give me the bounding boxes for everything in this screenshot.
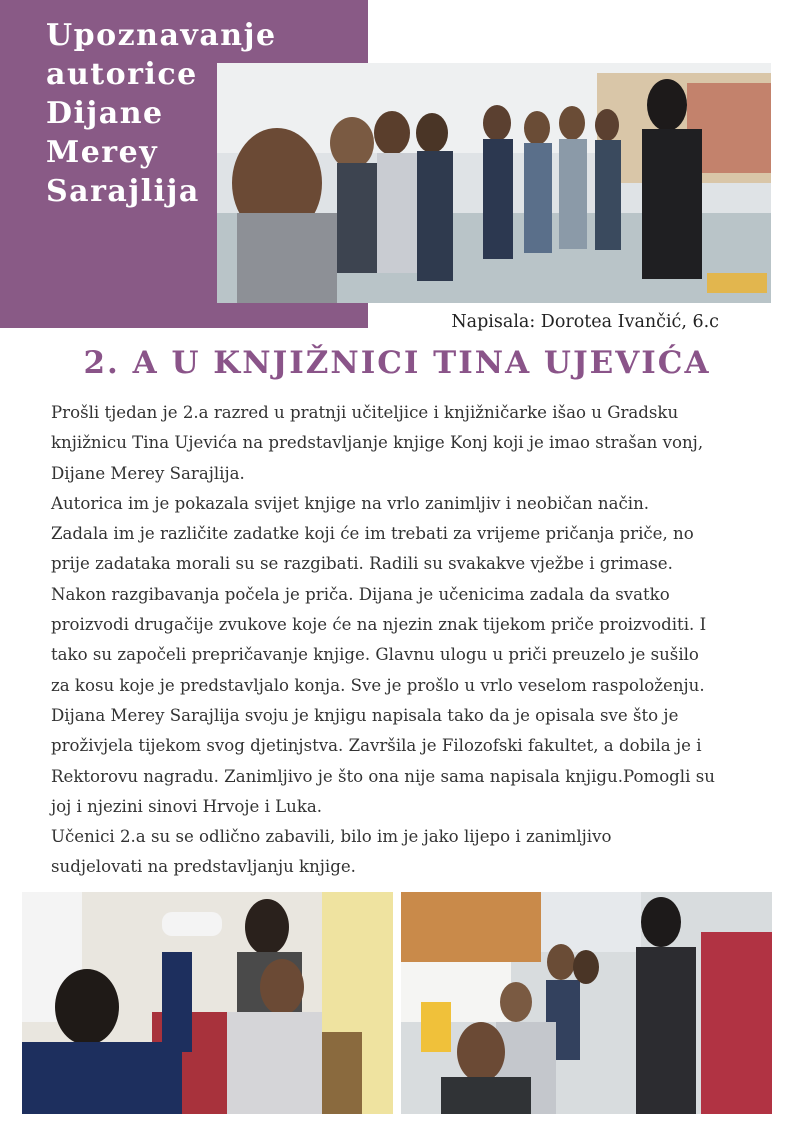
article-body [51,398,751,883]
body-line: proživjela tijekom svog djetinjstva. Završila je Filozofski fakultet, a dobila je i [51,736,702,756]
bottom-right-photo [401,892,772,1114]
title-line: Dijane [46,96,164,131]
body-line: Dijana Merey Sarajlija svoju je knjigu napisala tako da je opisala sve što je [51,705,679,725]
title-line: Upoznavanje [46,18,277,53]
body-line: Dijane Merey Sarajlija. [51,463,245,483]
body-line: Prošli tjedan je 2.a razred u pratnji učiteljice i knjižničarke išao u Gradsku [51,403,679,422]
body-line: za kosu koje je predstavljalo konja. Sve je prošlo u vrlo veselom raspoloženju. [51,675,705,695]
body-line: Nakon razgibavanja počela je priča. Dijana je učenicima zadala da svatko [51,584,670,604]
title-line: Sarajlija [46,174,200,209]
body-line: Rektorovu nagradu. Zanimljivo je što ona nije sama napisala knjigu.Pomogli su [51,766,715,786]
body-line: Učenici 2.a su se odlično zabavili, bilo im je jako lijepo i zanimljivo [51,827,612,847]
title-line: autorice [46,57,198,92]
main-photo [217,63,771,303]
body-line: knjižnicu Tina Ujevića na predstavljanje knjige Konj koji je imao strašan vonj, [51,433,704,453]
body-line: Autorica im je pokazala svijet knjige na vrlo zanimljiv i neobičan način. [51,493,650,513]
author-byline: Napisala: Dorotea Ivančić, 6.c [451,312,719,332]
article-title [46,16,277,211]
body-line: Zadala im je različite zadatke koji će im trebati za vrijeme pričanja priče, no [51,524,694,544]
body-line: joj i njezini sinovi Hrvoje i Luka. [51,796,323,816]
body-line: proizvodi drugačije zvukove koje će na njezin znak tijekom priče proizvoditi. I [51,615,707,635]
body-line: prije zadataka morali su se razgibati. Radili su svakakve vježbe i grimase. [51,554,673,574]
bottom-left-photo [22,892,393,1114]
body-line: tako su započeli prepričavanje knjige. Glavnu ulogu u priči preuzelo je sušilo [51,645,699,665]
headline: 2. A U KNJIŽNICI TINA UJEVIĆA [83,345,711,381]
body-line: sudjelovati na predstavljanju knjige. [51,857,356,877]
title-line: Merey [46,135,159,170]
